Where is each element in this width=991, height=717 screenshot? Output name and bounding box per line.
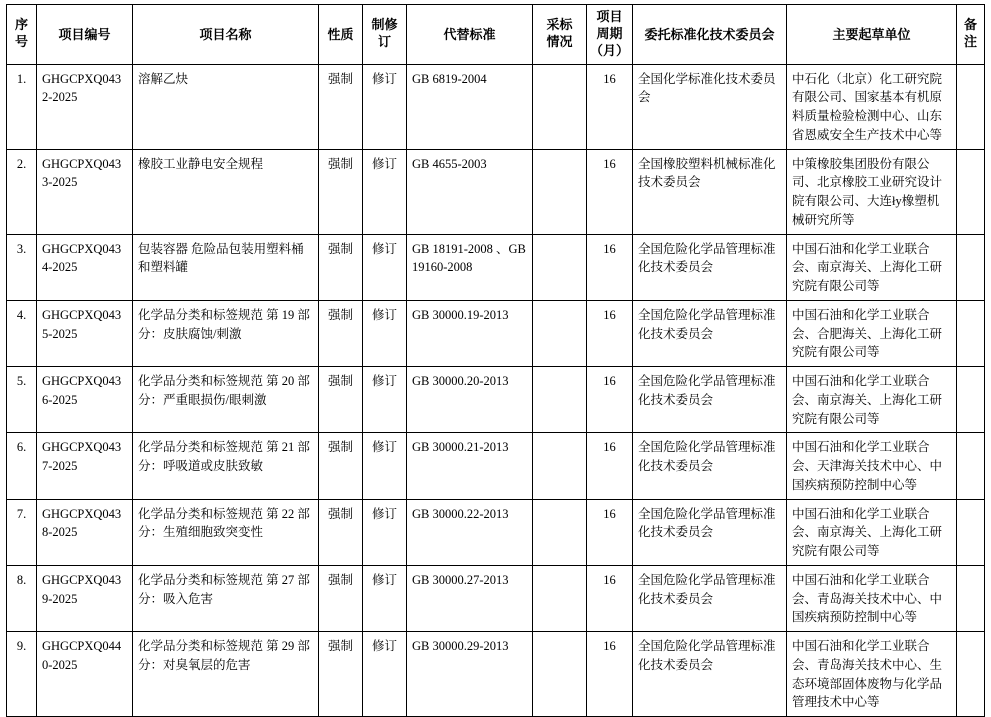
cell-committee: 全国危险化学品管理标准化技术委员会 [633, 367, 787, 433]
cell-drafting-unit: 中石化（北京）化工研究院有限公司、国家基本有机原料质量检验检测中心、山东省恩威安全生产技术中心等 [787, 64, 957, 149]
cell-seq: 7. [7, 499, 37, 565]
cell-old-standard: GB 30000.21-2013 [407, 433, 533, 499]
table-header-row [7, 5, 985, 65]
cell-seq: 2. [7, 149, 37, 234]
column-header-code [37, 5, 133, 65]
cell-remark [957, 499, 985, 565]
cell-seq: 1. [7, 64, 37, 149]
column-header-period-line3: （月） [590, 42, 630, 58]
cell-seq: 8. [7, 565, 37, 631]
cell-revise: 修订 [363, 149, 407, 234]
cell-remark [957, 234, 985, 300]
cell-period: 16 [587, 149, 633, 234]
column-header-adoption [533, 5, 587, 65]
cell-drafting-unit: 中国石油和化学工业联合会、合肥海关、上海化工研究院有限公司等 [787, 300, 957, 366]
cell-drafting-unit: 中国石油和化学工业联合会、天津海关技术中心、中国疾病预防控制中心等 [787, 433, 957, 499]
cell-nature: 强制 [319, 367, 363, 433]
cell-seq: 6. [7, 433, 37, 499]
column-header-old-standard-label: 代替标准 [443, 26, 496, 42]
cell-revise: 修订 [363, 499, 407, 565]
standards-plan-table [6, 4, 985, 717]
cell-seq: 9. [7, 632, 37, 717]
cell-name: 化学品分类和标签规范 第 22 部分：生殖细胞致突变性 [133, 499, 319, 565]
cell-revise: 修订 [363, 300, 407, 366]
cell-name: 化学品分类和标签规范 第 19 部分：皮肤腐蚀/刺激 [133, 300, 319, 366]
cell-adoption [533, 234, 587, 300]
cell-code: GHGCPXQ0437-2025 [37, 433, 133, 499]
column-header-revise-line1: 制修 [371, 17, 398, 33]
cell-committee: 全国危险化学品管理标准化技术委员会 [633, 234, 787, 300]
cell-code: GHGCPXQ0433-2025 [37, 149, 133, 234]
cell-drafting-unit: 中国石油和化学工业联合会、青岛海关技术中心、中国疾病预防控制中心等 [787, 565, 957, 631]
cell-revise: 修订 [363, 632, 407, 717]
cell-nature: 强制 [319, 433, 363, 499]
table-header [7, 5, 985, 65]
column-header-period-line1: 项目 [596, 9, 623, 24]
cell-old-standard: GB 4655-2003 [407, 149, 533, 234]
cell-committee: 全国化学标准化技术委员会 [633, 64, 787, 149]
cell-period: 16 [587, 499, 633, 565]
cell-adoption [533, 499, 587, 565]
cell-seq: 3. [7, 234, 37, 300]
cell-committee: 全国危险化学品管理标准化技术委员会 [633, 433, 787, 499]
cell-revise: 修订 [363, 234, 407, 300]
cell-remark [957, 64, 985, 149]
column-header-nature-label: 性质 [327, 26, 354, 42]
cell-name: 化学品分类和标签规范 第 20 部分：严重眼损伤/眼刺激 [133, 367, 319, 433]
cell-period: 16 [587, 367, 633, 433]
cell-adoption [533, 149, 587, 234]
cell-code: GHGCPXQ0438-2025 [37, 499, 133, 565]
column-header-nature [319, 5, 363, 65]
cell-seq: 4. [7, 300, 37, 366]
cell-old-standard: GB 30000.29-2013 [407, 632, 533, 717]
cell-code: GHGCPXQ0434-2025 [37, 234, 133, 300]
column-header-revise-line2: 订 [377, 34, 391, 50]
cell-drafting-unit: 中国石油和化学工业联合会、南京海关、上海化工研究院有限公司等 [787, 234, 957, 300]
cell-period: 16 [587, 234, 633, 300]
table-row [7, 149, 985, 234]
column-header-committee [633, 5, 787, 65]
cell-adoption [533, 433, 587, 499]
cell-code: GHGCPXQ0435-2025 [37, 300, 133, 366]
column-header-period [587, 5, 633, 65]
cell-name: 包装容器 危险品包装用塑料桶和塑料罐 [133, 234, 319, 300]
column-header-code-label: 项目编号 [58, 26, 111, 42]
cell-code: GHGCPXQ0440-2025 [37, 632, 133, 717]
column-header-seq [7, 5, 37, 65]
cell-committee: 全国危险化学品管理标准化技术委员会 [633, 565, 787, 631]
table-row [7, 499, 985, 565]
cell-revise: 修订 [363, 367, 407, 433]
cell-committee: 全国橡胶塑料机械标准化技术委员会 [633, 149, 787, 234]
cell-nature: 强制 [319, 632, 363, 717]
cell-period: 16 [587, 300, 633, 366]
cell-name: 化学品分类和标签规范 第 27 部分：吸入危害 [133, 565, 319, 631]
table-row [7, 367, 985, 433]
column-header-adoption-line2: 情况 [546, 34, 573, 50]
cell-committee: 全国危险化学品管理标准化技术委员会 [633, 632, 787, 717]
cell-code: GHGCPXQ0432-2025 [37, 64, 133, 149]
cell-nature: 强制 [319, 64, 363, 149]
table-row [7, 565, 985, 631]
cell-old-standard: GB 30000.27-2013 [407, 565, 533, 631]
cell-period: 16 [587, 565, 633, 631]
table-row [7, 234, 985, 300]
cell-remark [957, 433, 985, 499]
column-header-old-standard [407, 5, 533, 65]
column-header-seq-label: 序号 [14, 17, 28, 50]
column-header-revise [363, 5, 407, 65]
cell-drafting-unit: 中策橡胶集团股份有限公司、北京橡胶工业研究设计院有限公司、大连ły橡塑机械研究所等 [787, 149, 957, 234]
cell-name: 化学品分类和标签规范 第 29 部分：对臭氧层的危害 [133, 632, 319, 717]
column-header-drafting-unit-label: 主要起草单位 [832, 26, 911, 42]
column-header-adoption-line1: 采标 [546, 17, 573, 33]
column-header-period-line2: 周期 [596, 25, 623, 41]
cell-remark [957, 300, 985, 366]
column-header-drafting-unit [787, 5, 957, 65]
column-header-name-label: 项目名称 [199, 26, 252, 42]
column-header-remark [957, 5, 985, 65]
cell-old-standard: GB 18191-2008 、GB 19160-2008 [407, 234, 533, 300]
cell-seq: 5. [7, 367, 37, 433]
cell-adoption [533, 64, 587, 149]
cell-name: 溶解乙炔 [133, 64, 319, 149]
cell-remark [957, 149, 985, 234]
cell-adoption [533, 367, 587, 433]
cell-adoption [533, 300, 587, 366]
cell-nature: 强制 [319, 499, 363, 565]
cell-old-standard: GB 6819-2004 [407, 64, 533, 149]
cell-committee: 全国危险化学品管理标准化技术委员会 [633, 499, 787, 565]
cell-adoption [533, 565, 587, 631]
cell-period: 16 [587, 64, 633, 149]
cell-name: 化学品分类和标签规范 第 21 部分：呼吸道或皮肤致敏 [133, 433, 319, 499]
cell-name: 橡胶工业静电安全规程 [133, 149, 319, 234]
cell-old-standard: GB 30000.20-2013 [407, 367, 533, 433]
cell-drafting-unit: 中国石油和化学工业联合会、南京海关、上海化工研究院有限公司等 [787, 367, 957, 433]
cell-committee: 全国危险化学品管理标准化技术委员会 [633, 300, 787, 366]
cell-nature: 强制 [319, 565, 363, 631]
table-row [7, 433, 985, 499]
table-row [7, 300, 985, 366]
table-row [7, 632, 985, 717]
cell-old-standard: GB 30000.22-2013 [407, 499, 533, 565]
cell-code: GHGCPXQ0439-2025 [37, 565, 133, 631]
cell-nature: 强制 [319, 234, 363, 300]
column-header-name [133, 5, 319, 65]
cell-period: 16 [587, 632, 633, 717]
table-row [7, 64, 985, 149]
cell-remark [957, 632, 985, 717]
cell-nature: 强制 [319, 300, 363, 366]
cell-drafting-unit: 中国石油和化学工业联合会、青岛海关技术中心、生态环境部固体废物与化学品管理技术中心等 [787, 632, 957, 717]
cell-period: 16 [587, 433, 633, 499]
cell-drafting-unit: 中国石油和化学工业联合会、南京海关、上海化工研究院有限公司等 [787, 499, 957, 565]
cell-remark [957, 367, 985, 433]
cell-revise: 修订 [363, 433, 407, 499]
cell-revise: 修订 [363, 64, 407, 149]
cell-revise: 修订 [363, 565, 407, 631]
cell-code: GHGCPXQ0436-2025 [37, 367, 133, 433]
cell-remark [957, 565, 985, 631]
cell-old-standard: GB 30000.19-2013 [407, 300, 533, 366]
cell-nature: 强制 [319, 149, 363, 234]
cell-adoption [533, 632, 587, 717]
column-header-committee-label: 委托标准化技术委员会 [644, 26, 775, 42]
table-body [7, 64, 985, 717]
column-header-remark-label: 备注 [963, 17, 977, 50]
